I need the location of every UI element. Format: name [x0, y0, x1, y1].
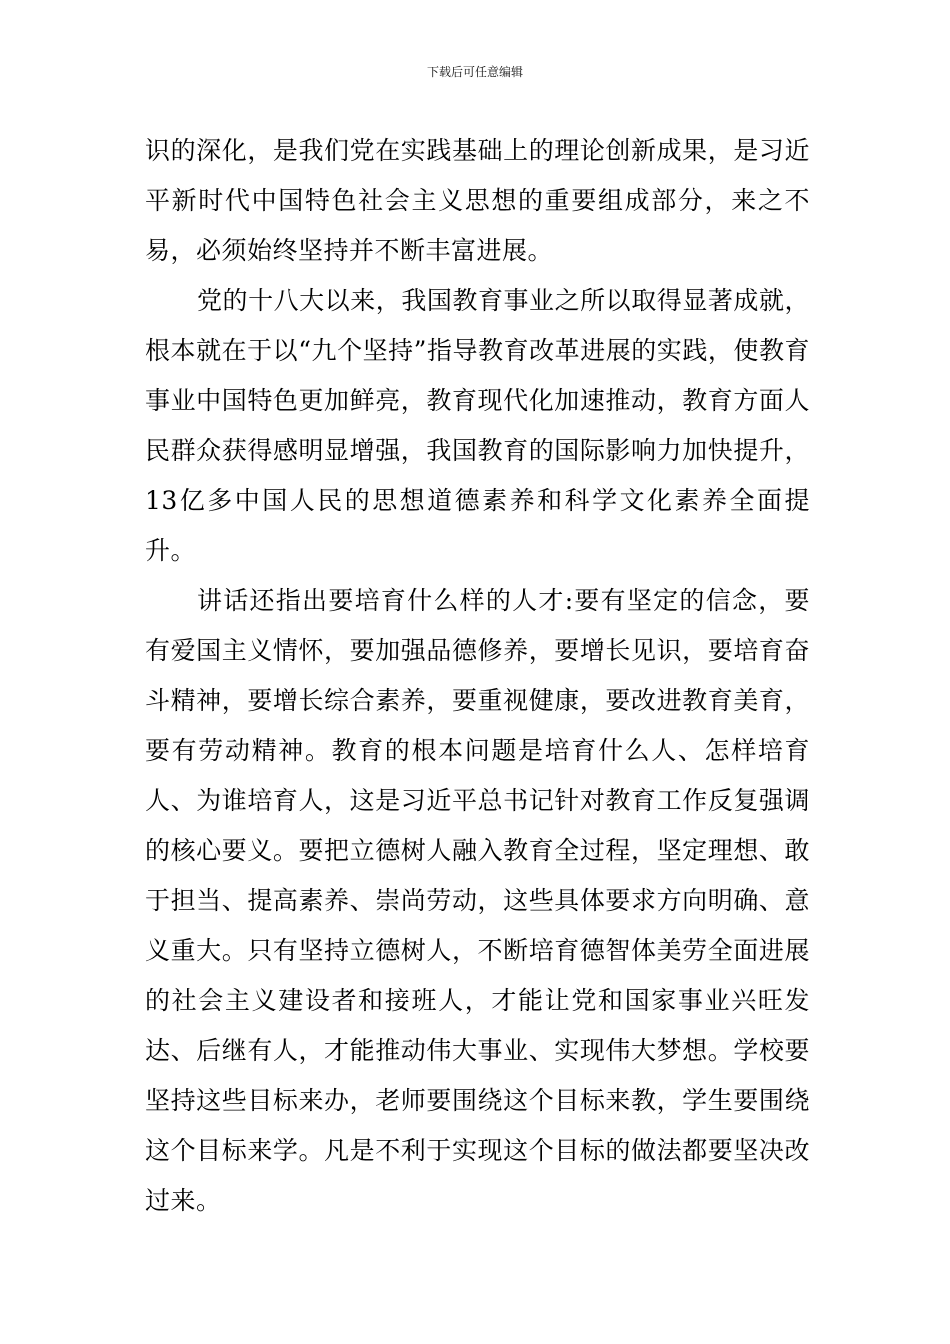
paragraph-achievements: 党的十八大以来，我国教育事业之所以取得显著成就，根本就在于以“九个坚持”指导教育改革进展的实践，使教育事业中国特色更加鲜亮，教育现代化加速推动，教育方面人民群众获得感明显增强，我国教育的国际影响力加快提升，13亿多中国人民的思想道德素养和科学文化素养全面提升。	[145, 286, 810, 565]
page-header: 下载后可任意编辑	[426, 65, 523, 79]
paragraph-continuation: 识的深化，是我们党在实践基础上的理论创新成果，是习近平新时代中国特色社会主义思想的重要组成部分，来之不易，必须始终坚持并不断丰富进展。	[145, 136, 810, 265]
document-body	[145, 126, 810, 1226]
paragraph-talent-cultivation: 讲话还指出要培育什么样的人才:要有坚定的信念，要有爱国主义情怀，要加强品德修养，要增长见识，要培育奋斗精神，要增长综合素养，要重视健康，要改进教育美育，要有劳动精神。教育的根本问题是培育什么人、怎样培育人、为谁培育人，这是习近平总书记针对教育工作反复强调的核心要义。要把立德树人融入教育全过程，坚定理想、敢于担当、提高素养、崇尚劳动，这些具体要求方向明确、意义重大。只有坚持立德树人，不断培育德智体美劳全面进展的社会主义建设者和接班人，才能让党和国家事业兴旺发达、后继有人，才能推动伟大事业、实现伟大梦想。学校要坚持这些目标来办，老师要围绕这个目标来教，学生要围绕这个目标来学。凡是不利于实现这个目标的做法都要坚决改过来。	[145, 586, 810, 1215]
